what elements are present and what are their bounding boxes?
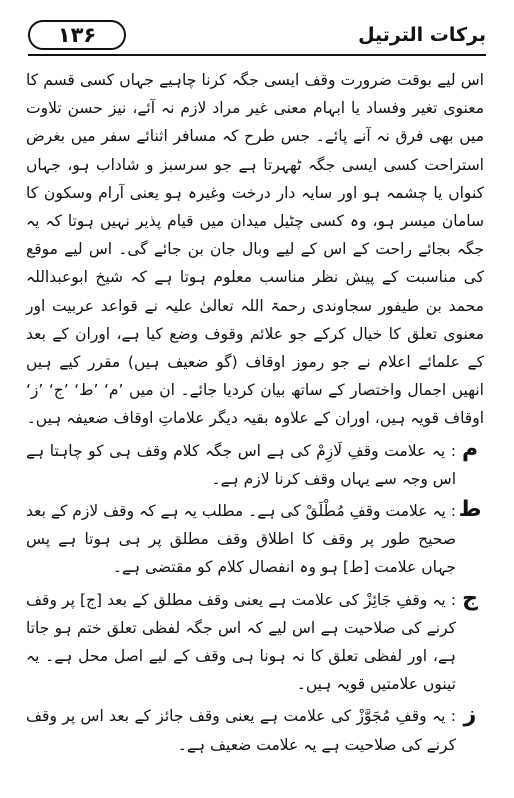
page-number: ۱۳۶ (28, 20, 126, 50)
header-rule (28, 54, 486, 56)
entry-jim (26, 586, 484, 699)
page-content (26, 66, 484, 790)
entry-text: : یہ وقفِ جَائِزْ کی علامت ہے یعنی وقف مطلق کے بعد [ج] پر وقف کرنے کی صلاحیت ہے اس لیے کہ اس جگہ لفظی تعلق ختم ہو جاتا ہے، اور لفظی تعلق کا نہ ہونا ہی وقف کے لیے اصل محل ہے۔ یہ تینوں علامتیں قویہ ہیں۔ (26, 590, 456, 694)
entry-marker: ز (463, 702, 477, 728)
entry-text: : یہ علامت وقفِ لَازِمْ کی ہے اس جگہ کلام وقف ہی کو چاہتا ہے اس وجہ سے یہاں وقف کرنا لازم ہے۔ (26, 441, 456, 488)
book-title: برکات الترتیل (358, 24, 486, 46)
page-header (28, 12, 486, 56)
intro-paragraph: اس لیے بوقت ضرورت وقف ایسی جگہ کرنا چاہیے جہاں کسی قسم کا معنوی تغیر وفساد یا ابہام معنی غیر مراد لازم نہ آئے، نیز حسن تلاوت میں بھی فرق نہ آنے پائے۔ جس طرح کہ مسافر اثنائے سفر میں بغرض استراحت کسی ایسی جگہ ٹھہرتا ہے جو سرسبز و شاداب ہو، جہاں کنواں یا چشمہ ہو اور سایہ دار درخت وغیرہ ہو یعنی آرام وسکون کا سامان میسر ہو، وہ کسی چٹیل میدان میں قیام پذیر نہیں ہوتا کہ یہ جگہ بجائے راحت کے اس کے لیے وبال جان بن جائے گی۔ اس لیے موقع کی مناسبت کے پیش نظر مناسب معلوم ہوتا ہے کہ شیخ ابوعبداللہ محمد بن طیفور سجاوندی رحمۃ اللہ تعالیٰ علیہ نے قواعد عربیت اور معنوی تعلق کا خیال کرکے جو علائم وقوف وضع کیا ہے، اوران کے بعد کے علمائے اعلام نے جو رموز اوقاف (گو ضعیف ہیں) مقرر کیے ہیں انھیں اجمال واختصار کے ساتھ بیان کردیا جائے۔ ان میں ’م‘ ’ط‘ ’ج‘ ’ز‘ اوقاف قویہ ہیں، اوران کے علاوہ بقیہ دیگر علاماتِ اوقاف ضعیفہ ہیں۔ (26, 71, 484, 428)
entry-mim (26, 437, 484, 493)
entry-marker: ج (462, 585, 478, 611)
entry-zay (26, 702, 484, 758)
entry-marker: م (461, 436, 479, 462)
entry-marker: ط (458, 497, 482, 523)
entry-text: : یہ علامت وقفِ مُطْلَقْ کی ہے۔ مطلب یہ ہے کہ وقف لازم کے بعد صحیح طور پر وقف کا اطلاق وقف مطلق پر ہی ہوتا ہے پس جہاں علامت [ط] ہو وہ انفصال کلام کو مقتضی ہے۔ (26, 502, 456, 577)
entry-ta (26, 497, 484, 582)
entry-text: : یہ وقفِ مُجَوَّزْ کی علامت ہے یعنی وقف جائز کے بعد اس پر وقف کرنے کی صلاحیت ہے یہ علامت ضعیف ہے۔ (26, 707, 456, 754)
